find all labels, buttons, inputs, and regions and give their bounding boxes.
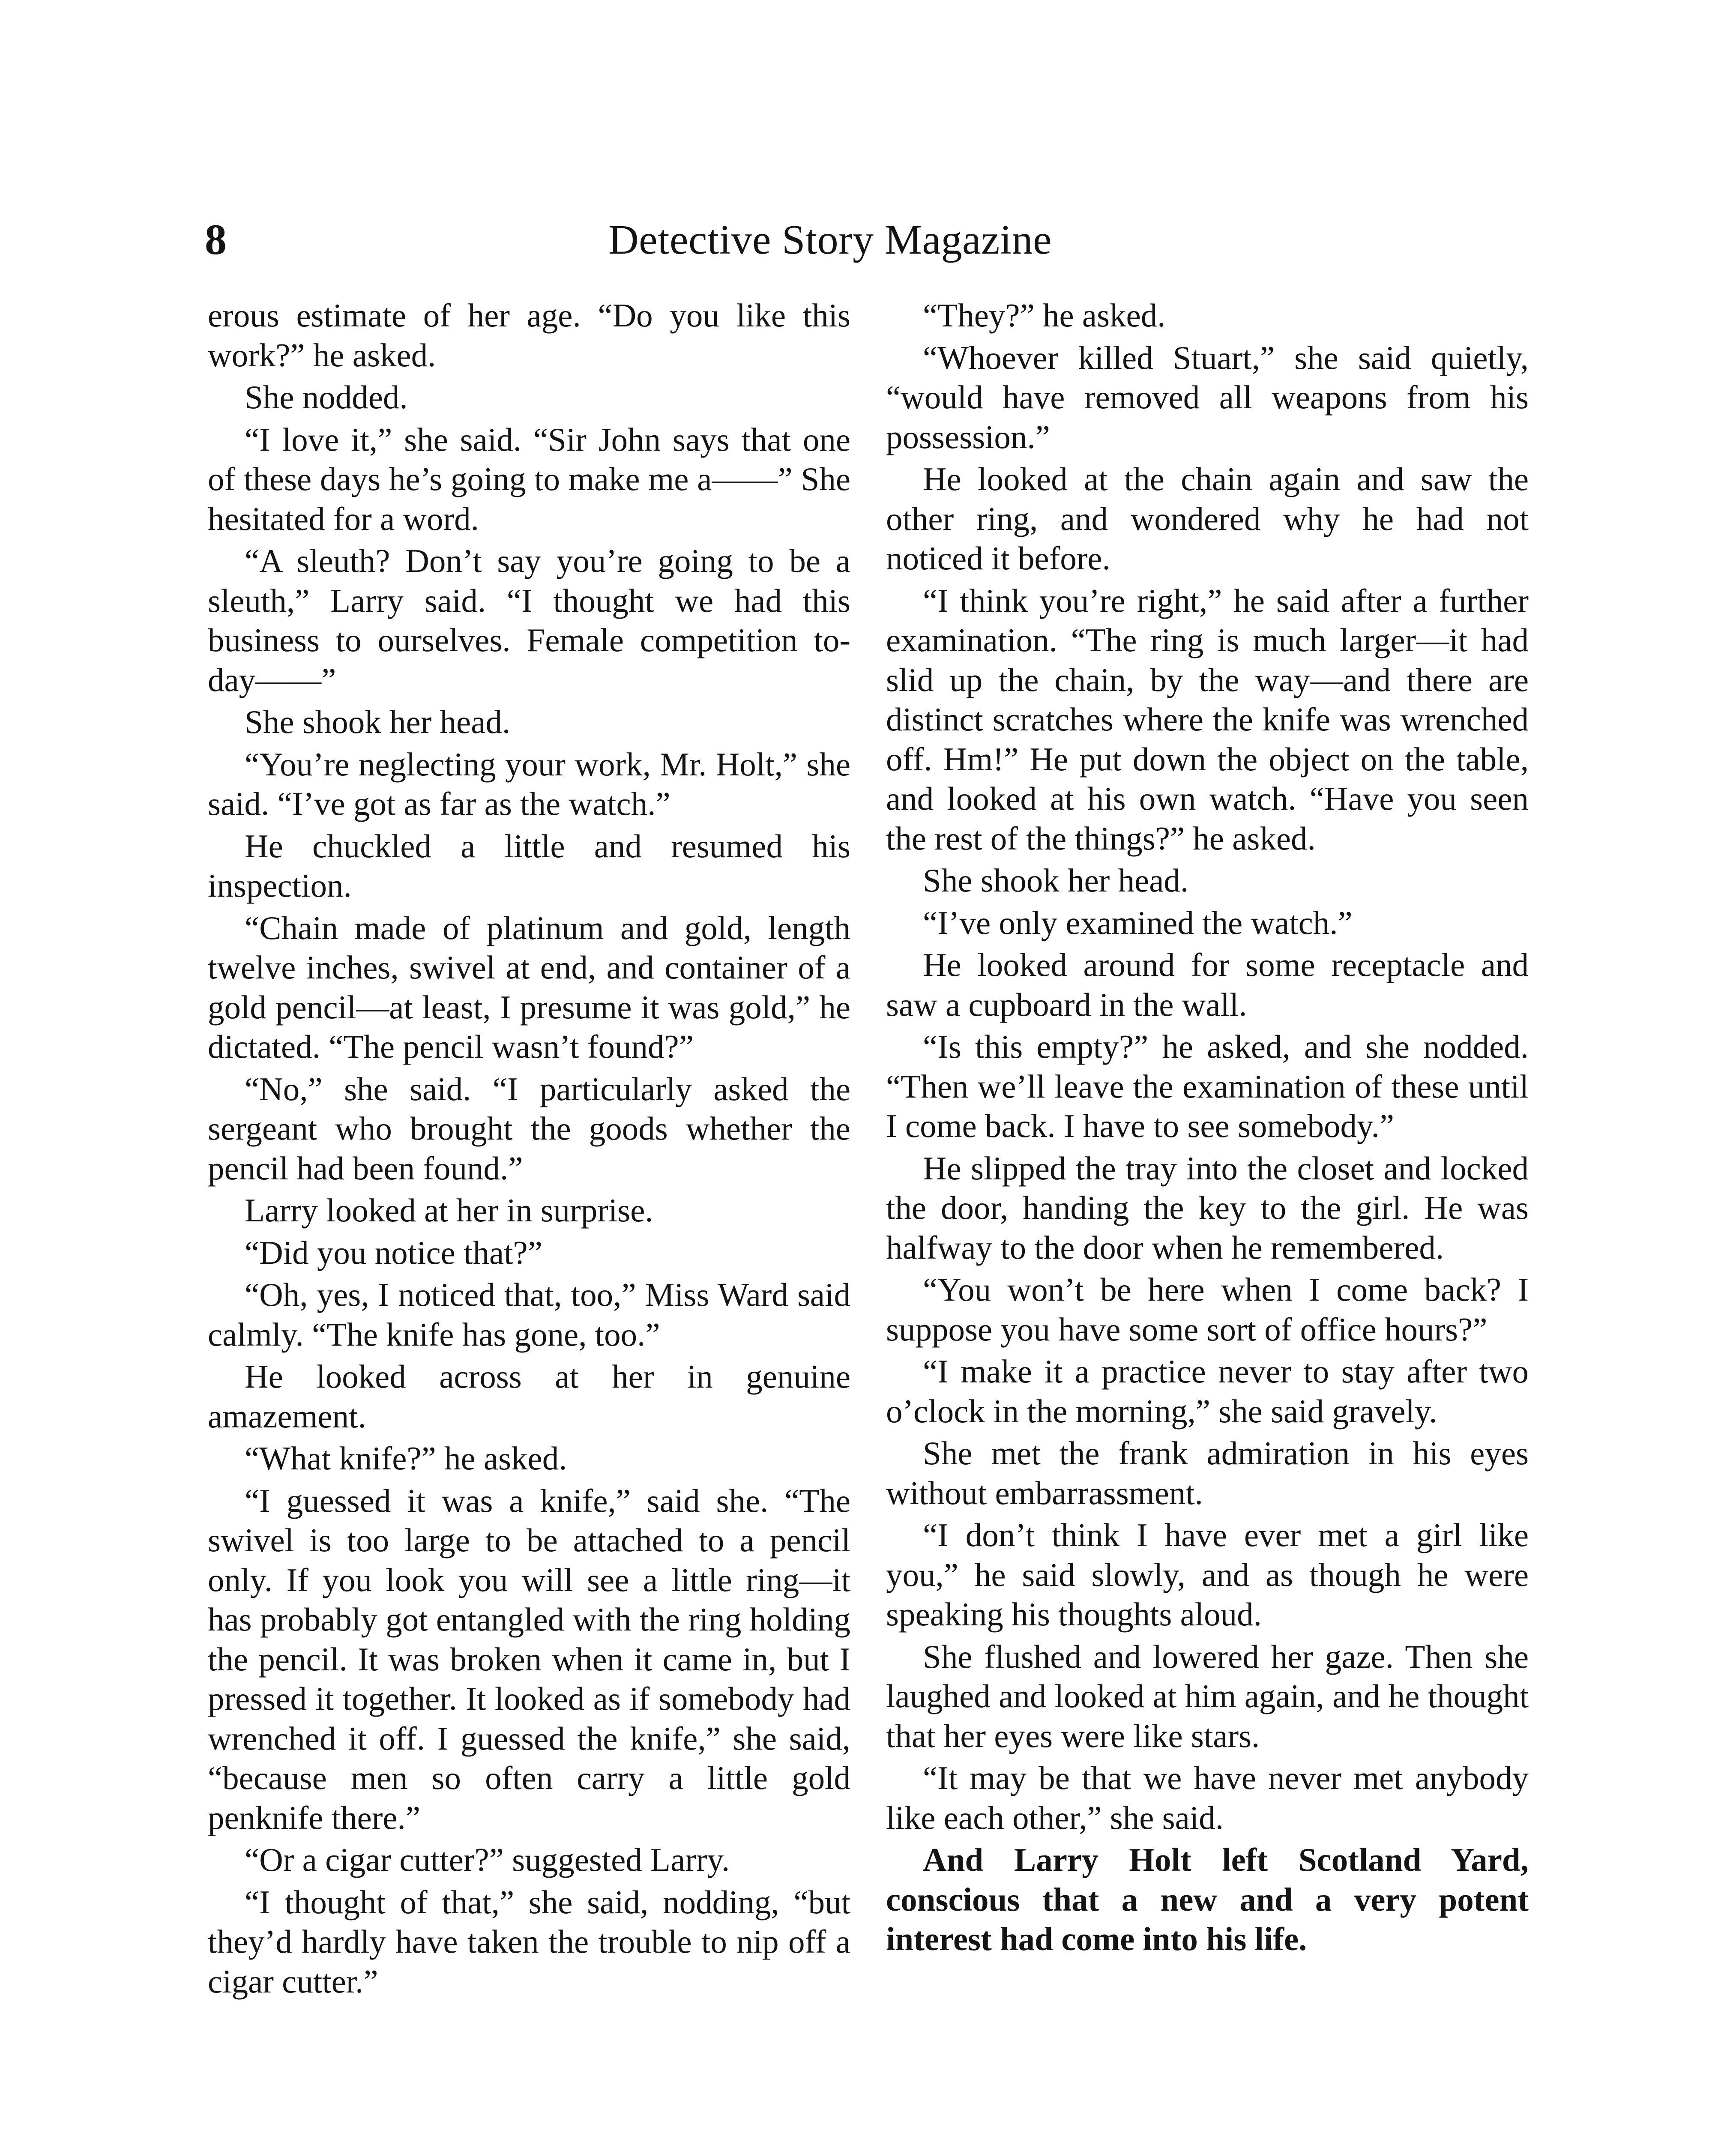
paragraph: “You won’t be here when I come back? I suppose you have some sort of office hours?”	[886, 1271, 1529, 1348]
paragraph: “I guessed it was a knife,” said she. “The swivel is too large to be attached to a pencil only. If you look you will see a little ring—it has probably got entangled with the ring holding the pencil. It was broken when it came in, but I pressed it together. It looked as if somebody had wrenched it off. I guessed the knife,” she said, “because men so often carry a little gold penknife there.”	[208, 1482, 850, 1836]
paragraph: “I don’t think I have ever met a girl like you,” he said slowly, and as though he were speaking his thoughts aloud.	[886, 1517, 1529, 1633]
paragraph: “I thought of that,” she said, nodding, “but they’d hardly have taken the trouble to nip off a cigar cutter.”	[208, 1883, 850, 2000]
paragraph: She shook her head.	[923, 862, 1189, 899]
paragraph: “A sleuth? Don’t say you’re going to be a sleuth,” Larry said. “I thought we had this business to ourselves. Female competition to-day——”	[208, 542, 850, 698]
paragraph: “You’re neglecting your work, Mr. Holt,” she said. “I’ve got as far as the watch.”	[208, 745, 850, 822]
paragraph: He looked around for some receptacle and saw a cupboard in the wall.	[886, 946, 1529, 1023]
paragraph: “Chain made of platinum and gold, length twelve inches, swivel at end, and container of a gold pencil—at least, I presume it was gold,” he dictated. “The pencil wasn’t found?”	[208, 909, 850, 1065]
right-text-column	[886, 296, 1529, 1962]
page-header	[0, 208, 1736, 272]
paragraph: She met the frank admiration in his eyes without embarrassment.	[886, 1435, 1529, 1511]
paragraph: “I’ve only examined the watch.”	[923, 904, 1353, 941]
paragraph: erous estimate of her age. “Do you like this work?” he asked.	[208, 297, 850, 374]
paragraph: “Oh, yes, I noticed that, too,” Miss Ward said calmly. “The knife has gone, too.”	[208, 1276, 850, 1353]
paragraph: “Whoever killed Stuart,” she said quietly, “would have removed all weapons from his possession.”	[886, 339, 1529, 455]
paragraph: And Larry Holt left Scotland Yard, conscious that a new and a very potent interest had come into his life.	[886, 1841, 1529, 1957]
paragraph: He slipped the tray into the closet and locked the door, handing the key to the girl. He was halfway to the door when he remembered.	[886, 1149, 1529, 1266]
paragraph: “No,” she said. “I particularly asked the sergeant who brought the goods whether the pencil had been found.”	[208, 1070, 850, 1187]
paragraph: “I make it a practice never to stay after two o’clock in the morning,” she said gravely.	[886, 1353, 1529, 1430]
paragraph: He looked at the chain again and saw the other ring, and wondered why he had not noticed it before.	[886, 461, 1529, 577]
paragraph: “Is this empty?” he asked, and she nodded. “Then we’ll leave the examination of these until I come back. I have to see somebody.”	[886, 1028, 1529, 1144]
paragraph: She nodded.	[245, 379, 408, 416]
paragraph: “They?” he asked.	[923, 297, 1166, 334]
left-text-column	[208, 296, 850, 2004]
paragraph: “Or a cigar cutter?” suggested Larry.	[245, 1841, 730, 1878]
paragraph: “I love it,” she said. “Sir John says that one of these days he’s going to make me a——” She hesitated for a word.	[208, 421, 850, 537]
paragraph: “Did you notice that?”	[245, 1234, 542, 1271]
running-title: Detective Story Magazine	[608, 217, 1052, 263]
paragraph: He looked across at her in genuine amazement.	[208, 1358, 850, 1435]
paragraph: “It may be that we have never met anybody like each other,” she said.	[886, 1759, 1529, 1836]
paragraph: She shook her head.	[245, 703, 511, 740]
page-number: 8	[205, 215, 227, 264]
paragraph: She flushed and lowered her gaze. Then she laughed and looked at him again, and he thought that her eyes were like stars.	[886, 1638, 1529, 1754]
paragraph: He chuckled a little and resumed his inspection.	[208, 827, 850, 904]
paragraph: “I think you’re right,” he said after a further examination. “The ring is much larger—it had slid up the chain, by the way—and there are distinct scratches where the knife was wrenched off. Hm!” He put down the object on the table, and looked at his own watch. “Have you seen the rest of the things?” he asked.	[886, 582, 1529, 857]
paragraph: “What knife?” he asked.	[245, 1440, 567, 1477]
paragraph: Larry looked at her in surprise.	[245, 1192, 653, 1229]
